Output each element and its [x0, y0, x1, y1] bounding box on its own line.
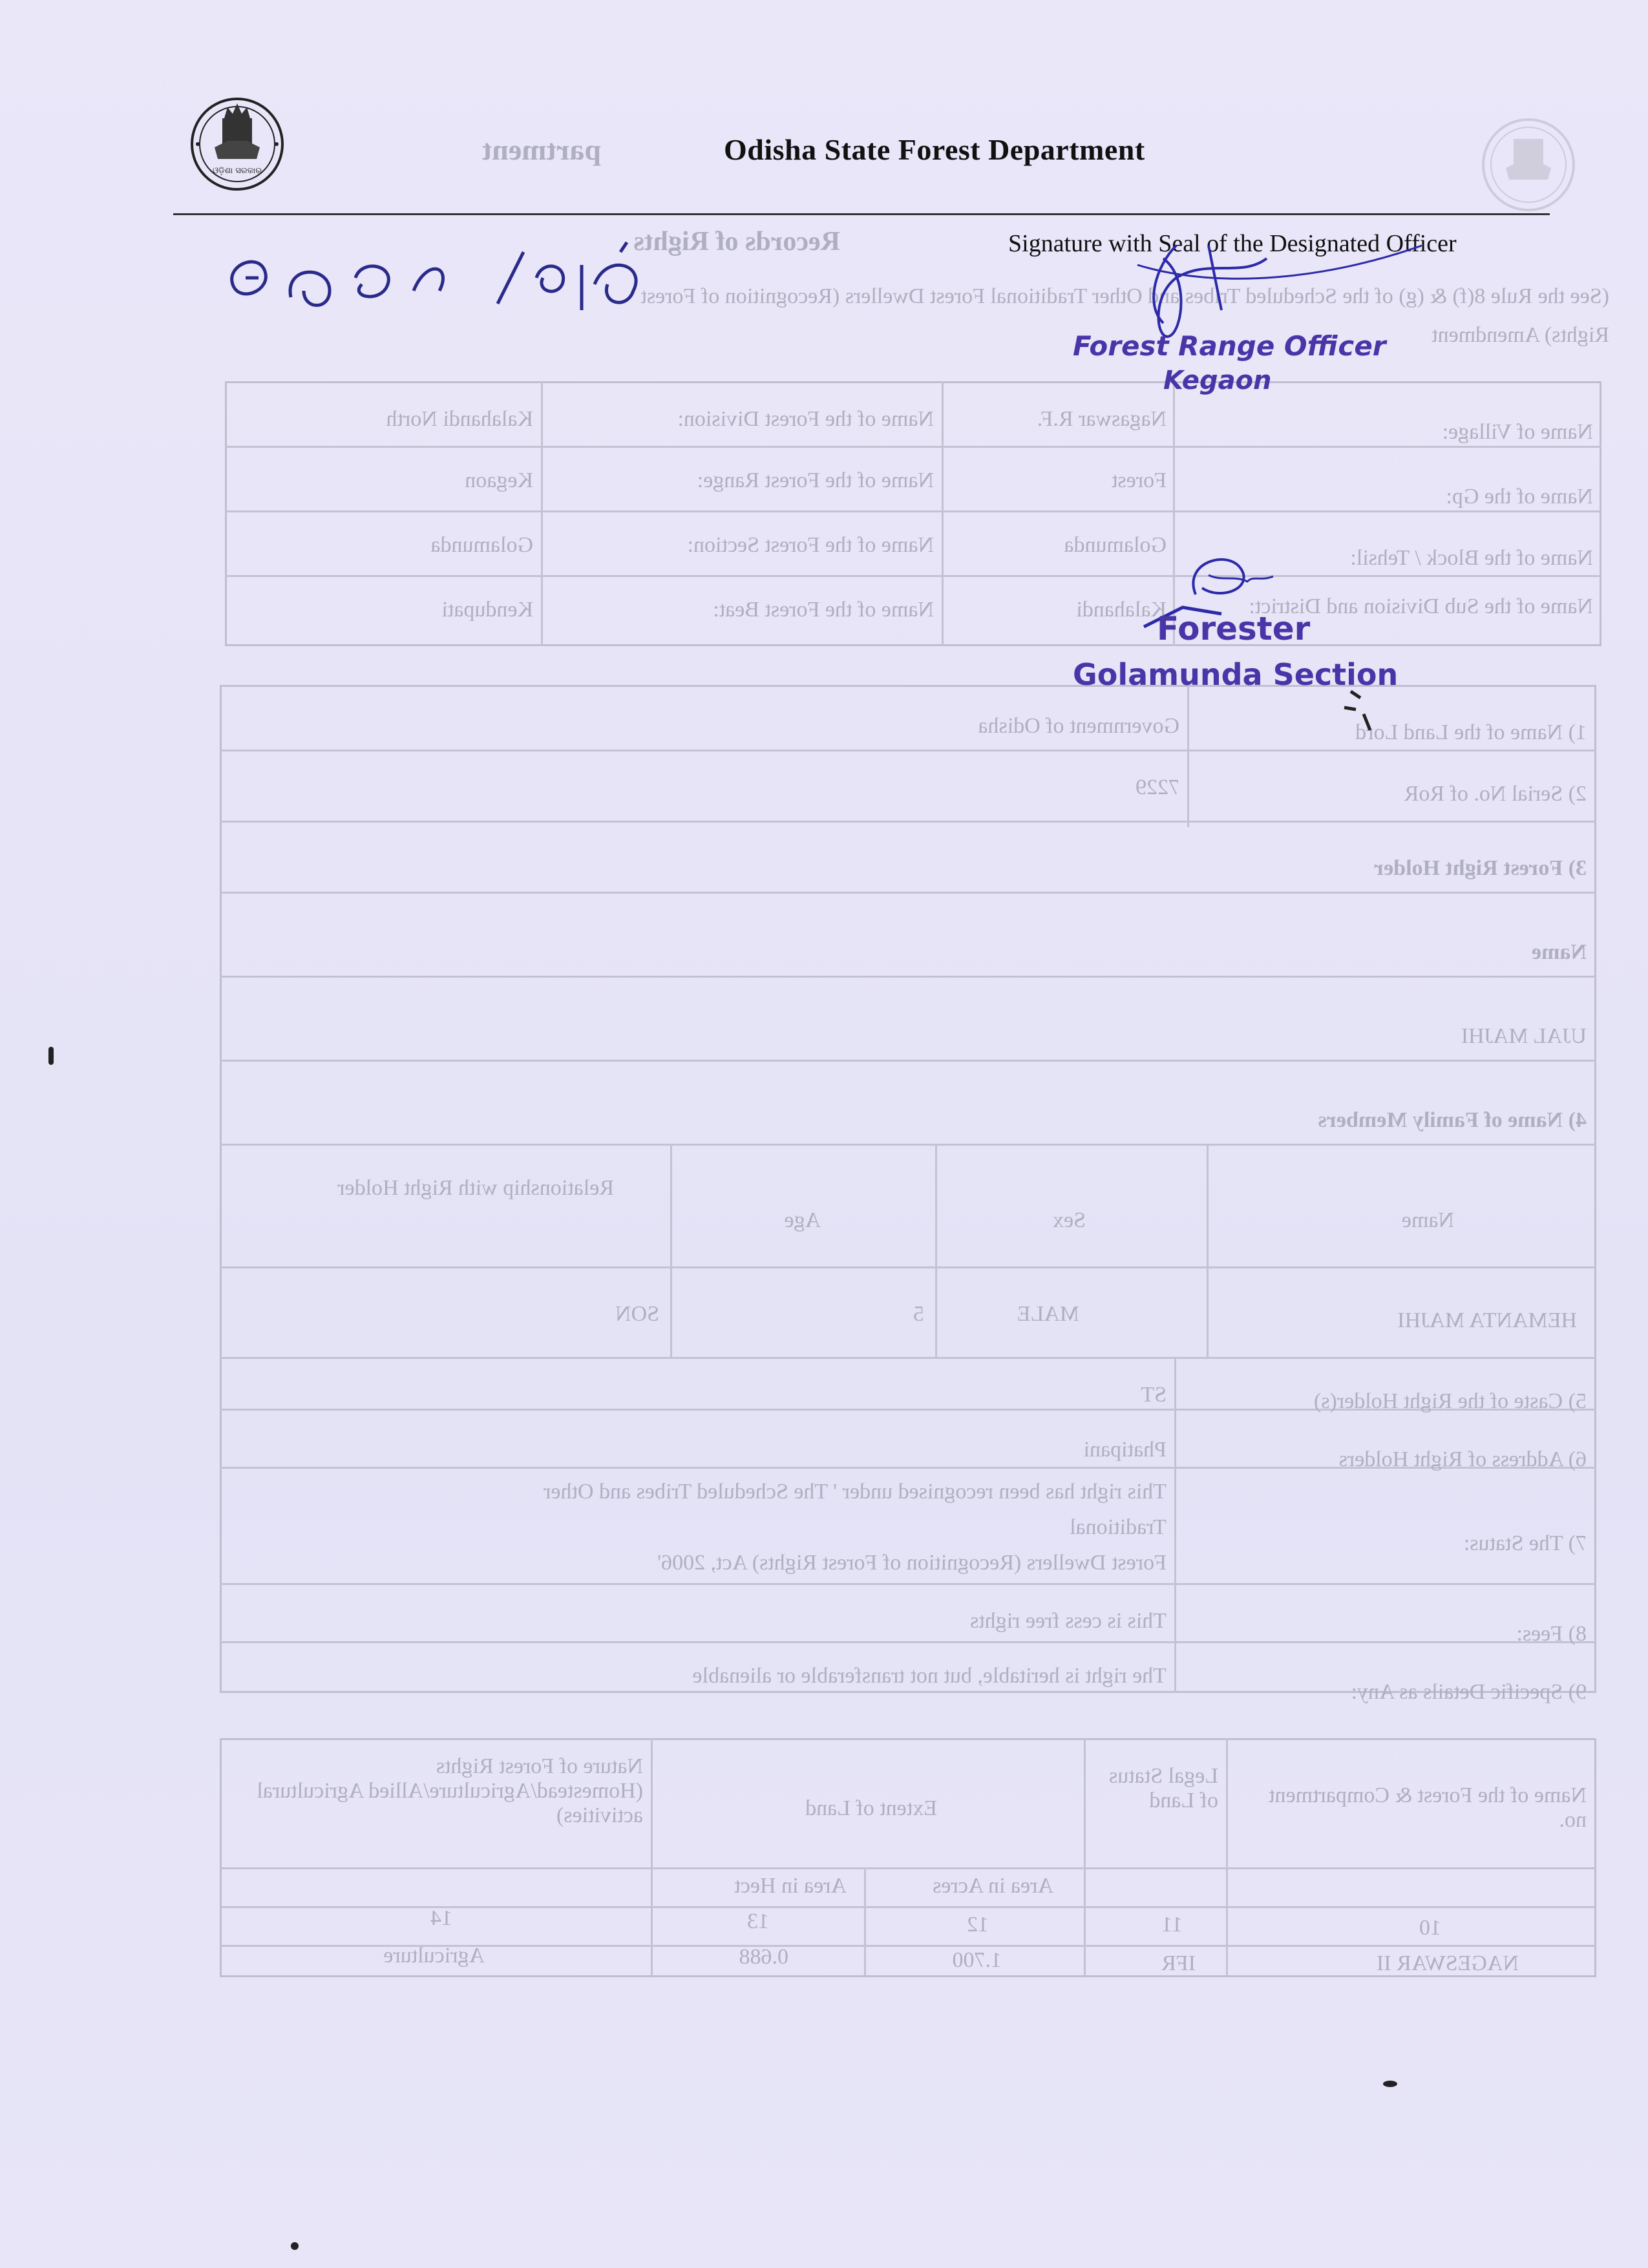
ghost-holder-name: UJAL MAJHI [1461, 1024, 1587, 1048]
ghost-loc-v1-0: Nagaswar R.F. [1037, 407, 1167, 431]
ghost-land-lord-label: 1) Name of the Land Lord [1355, 720, 1587, 744]
ghost-land-h-legal: Legal Status of Land [1108, 1764, 1218, 1812]
ghost-land-hect: 0.688 [739, 1945, 788, 1969]
ghost-status-label: 7) The Status: [1463, 1531, 1587, 1555]
ghost-family-header-name: Name [1401, 1208, 1454, 1232]
stamp-range-title: Forest Range Officer [1073, 330, 1386, 362]
ghost-land-compartment: NAGESWAR II [1376, 1951, 1519, 1975]
ghost-address-value: Phatipani [1083, 1438, 1167, 1462]
ghost-rule-note-2: Rights) Amendment [1431, 323, 1609, 347]
ghost-land-h-nature: Nature of Forest Rights (Homestead/Agriculture/Allied Agricultural activities) [257, 1754, 643, 1827]
ghost-land-n13: 13 [747, 1909, 769, 1933]
ghost-family-relation: SON [615, 1302, 659, 1326]
ghost-fees-value: This is cess free rights [969, 1609, 1167, 1633]
ghost-loc-v2-2: Golamunda [430, 533, 533, 557]
ghost-loc-l2-1: Name of the Forest Range: [697, 468, 934, 492]
ghost-loc-v1-2: Golamunda [1064, 533, 1167, 557]
ghost-address-label: 6) Address of Right Holders [1338, 1447, 1587, 1471]
ghost-loc-l2-0: Name of the Forest Division: [677, 407, 934, 431]
ghost-land-acres: 1.700 [952, 1948, 1002, 1972]
scan-speck [1383, 2081, 1397, 2087]
ghost-family-age: 5 [913, 1302, 924, 1326]
ghost-land-h-extent: Extent of Land [805, 1796, 937, 1820]
ghost-family-header-relation: Relationship with Right Holder [337, 1176, 614, 1200]
ghost-loc-v2-3: Kendupati [441, 598, 533, 622]
emblem-text: ଓଡ଼ିଶା ସରକାର [212, 166, 262, 176]
handwritten-date-text: କ୍ର ନ ୩୨ ୨/୧୨୦ [220, 326, 225, 327]
ghost-status-line3: Forest Dwellers (Recognition of Forest Rights) Act, 2006' [657, 1551, 1167, 1575]
ghost-land-h-hect: Area in Hect [734, 1874, 847, 1898]
ghost-family-header-sex: Sex [1053, 1208, 1086, 1232]
ghost-loc-v1-1: Forest [1112, 468, 1167, 492]
ghost-land-legal: IFR [1161, 1951, 1196, 1975]
range-officer-seal [1060, 239, 1422, 401]
ghost-land-n10: 10 [1419, 1916, 1441, 1940]
ghost-family-name: HEMANTA MAJHI [1397, 1308, 1577, 1332]
handwritten-date [220, 239, 685, 330]
ghost-name-label: Name [1532, 940, 1587, 964]
ghost-land-nature: Agriculture [383, 1944, 485, 1968]
signature-caption: Signature with Seal of the Designated Officer [1008, 230, 1457, 257]
ghost-specific-label: 9) Specific Details as Any: [1351, 1680, 1587, 1704]
ghost-loc-l1-2: Name of the Block / Tehsil: [1350, 546, 1593, 570]
ghost-land-h-acres: Area in Acres [933, 1874, 1053, 1898]
ghost-heading: partment [482, 133, 601, 166]
ghost-family-header-age: Age [784, 1208, 821, 1232]
ghost-land-lord-value: Government of Odisha [978, 714, 1179, 738]
ghost-loc-l2-3: Name of the Forest Beat: [713, 598, 934, 622]
ghost-loc-l1-3: Name of the Sub Division and District: [1249, 594, 1593, 618]
page-title: Odisha State Forest Department [724, 133, 1145, 166]
ghost-loc-v1-3: Kalahandi [1076, 598, 1167, 622]
ghost-serial-label: 2) Serial No. of RoR [1404, 782, 1587, 806]
ghost-land-n12: 12 [967, 1913, 989, 1937]
ghost-loc-l2-2: Name of the Forest Section: [687, 533, 934, 557]
scan-speck [291, 2242, 299, 2250]
ghost-specific-value: The right is heritable, but not transferable or alienable [692, 1664, 1167, 1688]
stamp-forester-section: Golamunda Section [1073, 657, 1399, 692]
ghost-loc-v2-0: Kalahandi North [386, 407, 533, 431]
ghost-rule-note-1: (See the Rule 8(f) & (g) of the Scheduled Tribes and Other Traditional Forest Dwellers (Recognition of Forest [640, 284, 1609, 308]
forester-seal [1066, 536, 1428, 743]
ghost-status-line2: Traditional [1070, 1515, 1167, 1539]
ghost-fees-label: 8) Fees: [1516, 1622, 1587, 1646]
ghost-records-heading: Records of Rights [633, 227, 840, 257]
scan-speck [48, 1047, 54, 1065]
ghost-serial-value: 7229 [1136, 775, 1179, 799]
ghost-loc-v2-1: Kegaon [465, 468, 533, 492]
ghost-loc-l1-1: Name of the Gp: [1446, 485, 1593, 509]
ghost-holder-label: 3) Forest Right Holder [1374, 856, 1587, 880]
stamp-forester-title: Forester [1157, 610, 1311, 647]
reverse-emblem-ghost [1480, 103, 1577, 220]
ghost-land-n14: 14 [430, 1906, 452, 1930]
header-divider [173, 213, 1550, 215]
ghost-family-sex: MALE [1017, 1302, 1079, 1326]
odisha-emblem-logo [189, 83, 286, 199]
ghost-status-line1: This right has been recognised under ' The Scheduled Tribes and Other [544, 1480, 1167, 1504]
ghost-loc-l1-0: Name of Village: [1442, 420, 1593, 444]
ghost-land-n11: 11 [1161, 1913, 1183, 1937]
stamp-range-place: Kegaon [1163, 366, 1272, 395]
ghost-family-label: 4) Name of Family Members [1318, 1108, 1587, 1132]
ghost-caste-label: 5) Caste of the Right Holder(s) [1313, 1389, 1587, 1413]
ghost-caste-value: ST [1141, 1383, 1167, 1407]
ghost-land-h-comp: Name of the Forest & Compartment no. [1269, 1783, 1587, 1832]
